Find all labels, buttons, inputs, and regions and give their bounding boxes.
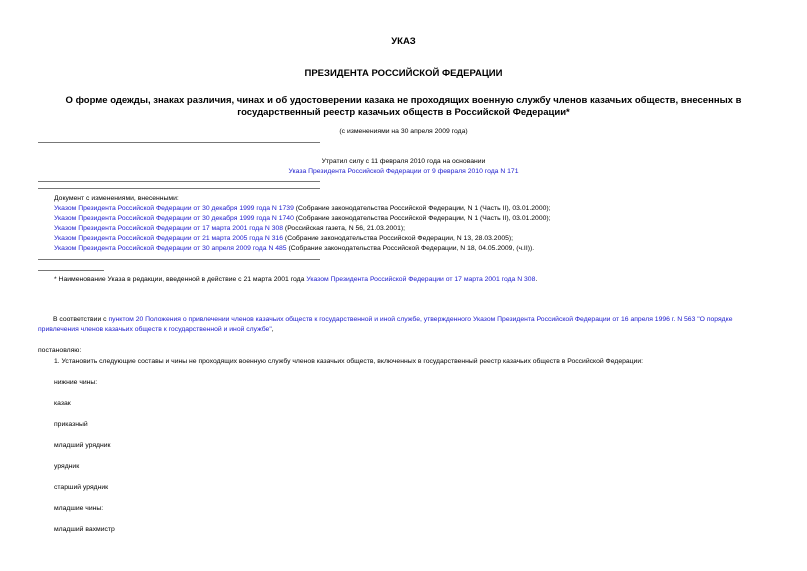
change-source: (Собрание законодательства Российской Федерации, N 13, 28.03.2005); xyxy=(283,235,514,242)
preamble-link[interactable]: пунктом 20 Положения о привлечении членов казачьих обществ к государственной и иной службе, утвержденного Указом Президента Российской Федерации от 16 апреля 1996 г. N 563 "О порядке привлечения членов казачьих обществ к государственной и иной службе" xyxy=(38,316,733,333)
change-link[interactable]: Указом Президента Российской Федерации от 17 марта 2001 года N 308 xyxy=(54,225,284,232)
preamble-paragraph xyxy=(38,315,768,335)
change-source: (Российская газета, N 56, 21.03.2001); xyxy=(283,225,405,232)
changes-intro: Документ с изменениями, внесенными: xyxy=(54,195,179,202)
rank-group-label: нижние чины: xyxy=(54,379,98,386)
doc-title-ukaz: УКАЗ xyxy=(391,36,416,47)
rank-item: казак xyxy=(54,400,71,407)
change-source: (Собрание законодательства Российской Федерации, N 1 (Часть II), 03.01.2000); xyxy=(293,215,551,222)
doc-heading: О форме одежды, знаках различия, чинах и об удостоверении казака не проходящих военную службу членов казачьих обществ, внесенных в государственный реестр казачьих обществ в Российской Федерации* xyxy=(65,95,742,118)
footnote-divider xyxy=(38,270,104,271)
rank-item: старший урядник xyxy=(54,484,109,491)
footnote-link[interactable]: Указом Президента Российской Федерации от 17 марта 2001 года N 308 xyxy=(306,276,536,283)
change-item xyxy=(54,214,551,223)
rank-group-label: младшие чины: xyxy=(54,505,104,512)
divider xyxy=(38,181,320,182)
change-link[interactable]: Указом Президента Российской Федерации от 21 марта 2005 года N 316 xyxy=(54,235,284,242)
change-item xyxy=(54,204,551,213)
preamble-text: В соответствии с xyxy=(53,316,109,323)
preamble-end: , xyxy=(271,326,274,333)
item-1: 1. Установить следующие составы и чины не проходящих военную службу членов казачьих обществ, включенных в государственный реестр казачьих обществ в Российской Федерации: xyxy=(54,358,644,365)
doc-title-president: ПРЕЗИДЕНТА РОССИЙСКОЙ ФЕДЕРАЦИИ xyxy=(304,68,503,79)
change-source: (Собрание законодательства Российской Федерации, N 1 (Часть II), 03.01.2000); xyxy=(293,205,551,212)
change-item xyxy=(54,244,534,253)
amendment-note: (с изменениями на 30 апреля 2009 года) xyxy=(339,128,468,135)
footnote xyxy=(54,275,537,284)
change-source: (Собрание законодательства Российской Федерации, N 18, 04.05.2009, (ч.II)). xyxy=(286,245,535,252)
divider xyxy=(38,142,320,143)
change-item xyxy=(54,234,513,243)
change-item xyxy=(54,224,405,233)
expired-line: Утратил силу с 11 февраля 2010 года на основании xyxy=(321,158,486,165)
divider xyxy=(38,259,320,260)
footnote-end: . xyxy=(535,276,538,283)
change-link[interactable]: Указом Президента Российской Федерации от 30 декабря 1999 года N 1739 xyxy=(54,205,294,212)
rank-item: приказный xyxy=(54,421,88,428)
decree-word: постановляю: xyxy=(38,347,82,354)
divider xyxy=(38,188,320,189)
change-link[interactable]: Указом Президента Российской Федерации от 30 декабря 1999 года N 1740 xyxy=(54,215,294,222)
footnote-text: * Наименование Указа в редакции, введенной в действие с 21 марта 2001 года xyxy=(54,276,307,283)
change-link[interactable]: Указом Президента Российской Федерации от 30 апреля 2009 года N 485 xyxy=(54,245,287,252)
rank-item: младший вахмистр xyxy=(54,526,115,533)
rank-item: урядник xyxy=(54,463,80,470)
rank-item: младший урядник xyxy=(54,442,111,449)
expired-link[interactable]: Указа Президента Российской Федерации от 9 февраля 2010 года N 171 xyxy=(288,168,519,175)
